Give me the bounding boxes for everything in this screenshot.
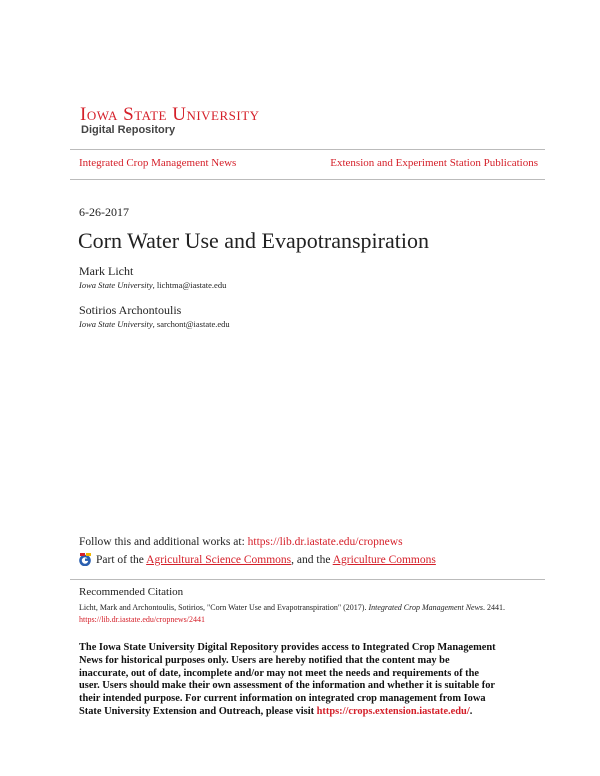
follow-label: Follow this and additional works at: (79, 536, 248, 548)
author-name: Sotirios Archontoulis (79, 303, 182, 317)
affiliation: Iowa State University (79, 319, 153, 329)
disclaimer-line: The Iowa State University Digital Repository provides access to Integrated Crop Management (79, 642, 496, 653)
document-title: Corn Water Use and Evapotranspiration (78, 228, 429, 253)
divider (70, 579, 545, 580)
author-email[interactable]: , sarchont@iastate.edu (152, 319, 230, 329)
author-email[interactable]: , lichtma@iastate.edu (152, 280, 227, 290)
disclaimer-line (79, 706, 496, 719)
author-affiliation (79, 319, 230, 329)
part-of-line (79, 553, 436, 566)
divider (70, 149, 545, 150)
disclaimer-line: News for historical purposes only. Users are hereby notified that the content may be (79, 654, 450, 666)
follow-link[interactable]: https://lib.dr.iastate.edu/cropnews (247, 536, 403, 548)
period: . (469, 705, 473, 717)
author-affiliation (79, 280, 226, 290)
citation-journal: Integrated Crop Management News (368, 603, 484, 612)
disclaimer-line: their intended purpose. For current information on integrated crop management from Iowa (79, 693, 486, 705)
affiliation: Iowa State University (79, 280, 153, 290)
citation-url[interactable]: https://lib.dr.iastate.edu/cropnews/2441 (79, 615, 205, 624)
citation-text (79, 602, 505, 626)
disclaimer-last-text: State University Extension and Outreach, please visit (79, 705, 317, 717)
extension-publications-link[interactable]: Extension and Experiment Station Publications (330, 157, 538, 169)
publication-date: 6-26-2017 (79, 205, 129, 219)
part-of-middle: , and the (291, 553, 333, 566)
follow-line (79, 536, 403, 548)
citation-number: . 2441. (483, 603, 506, 612)
agriculture-commons-link[interactable]: Agriculture Commons (332, 553, 436, 566)
citation-heading: Recommended Citation (79, 586, 184, 598)
extension-link[interactable]: https://crops.extension.iastate.edu/ (316, 705, 470, 717)
university-logo: Iowa State University (80, 104, 260, 125)
agricultural-science-commons-link[interactable]: Agricultural Science Commons (146, 553, 292, 566)
author-name: Mark Licht (79, 264, 134, 278)
disclaimer-line: user. Users should make their own assessment of the information and whether it is suitable for (79, 680, 496, 692)
part-of-prefix: Part of the (96, 553, 147, 566)
repository-logo: Digital Repository (81, 124, 176, 136)
disclaimer-line: inaccurate, out of date, incomplete and/or may not meet the needs and requirements of the (79, 667, 479, 679)
cropnews-link[interactable]: Integrated Crop Management News (79, 157, 237, 169)
commons-network-icon (79, 553, 92, 566)
citation-body: Licht, Mark and Archontoulis, Sotirios, "Corn Water Use and Evapotranspiration" (2017). (79, 603, 369, 612)
divider (70, 179, 545, 180)
disclaimer (79, 642, 496, 719)
